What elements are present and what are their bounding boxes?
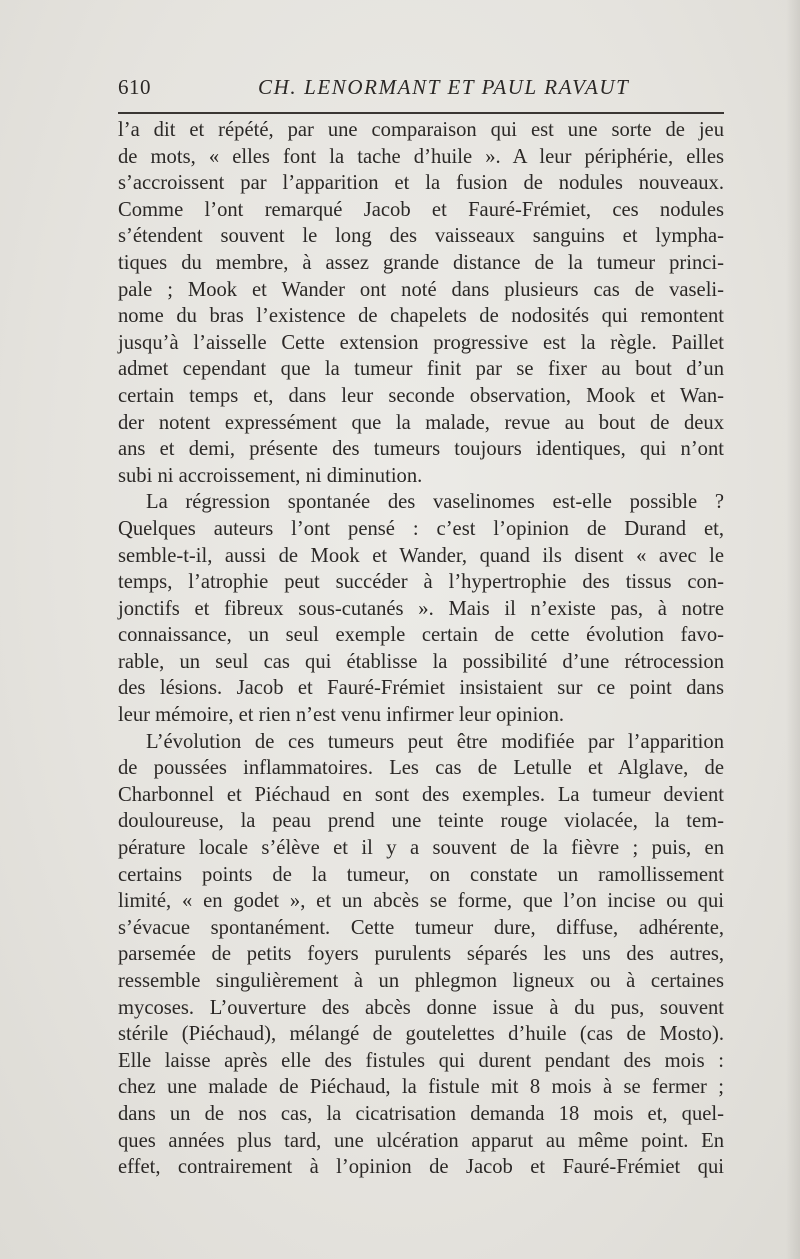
text-line: leur mémoire, et rien n’est venu infirmer leur opinion. [118, 704, 565, 727]
page-edge-shadow [786, 0, 800, 1259]
page-header [118, 72, 724, 102]
text-line: s’étendent souvent le long des vaisseaux sanguins et lympha- [118, 225, 724, 248]
text-line: certains points de la tumeur, on constate un ramollissement [118, 863, 724, 886]
text-line: temps, l’atrophie peut succéder à l’hypertrophie des tissus con- [118, 571, 724, 594]
text-line: pérature locale s’élève et il y a souvent de la fièvre ; puis, en [118, 837, 724, 860]
text-line: des lésions. Jacob et Fauré-Frémiet insistaient sur ce point dans [118, 677, 724, 700]
text-line: l’a dit et répété, par une comparaison qui est une sorte de jeu [118, 119, 724, 141]
text-line: rable, un seul cas qui établisse la possibilité d’une rétrocession [118, 650, 724, 673]
text-line: douloureuse, la peau prend une teinte rouge violacée, la tem- [118, 810, 724, 833]
text-line: nome du bras l’existence de chapelets de nodosités qui remontent [118, 305, 724, 328]
text-line: s’évacue spontanément. Cette tumeur dure, diffuse, adhérente, [118, 916, 724, 939]
text-line: limité, « en godet », et un abcès se forme, que l’on incise ou qui [118, 890, 724, 913]
text-line: Charbonnel et Piéchaud en sont des exemples. La tumeur devient [118, 783, 724, 806]
text-line: pale ; Mook et Wander ont noté dans plusieurs cas de vaseli- [118, 278, 724, 301]
text-line: der notent expressément que la malade, revue au bout de deux [118, 411, 724, 434]
text-line: certain temps et, dans leur seconde observation, Mook et Wan- [118, 384, 724, 407]
running-head: CH. LENORMANT ET PAUL RAVAUT [258, 75, 630, 99]
text-line: chez une malade de Piéchaud, la fistule mit 8 mois à se fermer ; [118, 1076, 724, 1099]
text-line: de mots, « elles font la tache d’huile ». A leur périphérie, elles [118, 145, 724, 168]
text-line: de poussées inflammatoires. Les cas de Letulle et Alglave, de [118, 757, 724, 780]
text-line: effet, contrairement à l’opinion de Jacob et Fauré-Frémiet qui [118, 1156, 724, 1179]
text-line: stérile (Piéchaud), mélangé de goutelettes d’huile (cas de Mosto). [118, 1023, 724, 1046]
text-line: jonctifs et fibreux sous-cutanés ». Mais il n’existe pas, à notre [118, 597, 724, 620]
header-rule [118, 112, 724, 114]
text-line: mycoses. L’ouverture des abcès donne issue à du pus, souvent [118, 996, 724, 1019]
text-line: admet cependant que la tumeur finit par se fixer au bout d’un [118, 358, 724, 381]
text-line: dans un de nos cas, la cicatrisation demanda 18 mois et, quel- [118, 1102, 724, 1125]
text-line: Quelques auteurs l’ont pensé : c’est l’opinion de Durand et, [118, 517, 724, 540]
text-line: parsemée de petits foyers purulents séparés les uns des autres, [118, 943, 724, 966]
text-line: ques années plus tard, une ulcération apparut au même point. En [118, 1129, 724, 1152]
text-line: Elle laisse après elle des fistules qui durent pendant des mois : [118, 1049, 724, 1072]
text-line: Comme l’ont remarqué Jacob et Fauré-Frémiet, ces nodules [118, 198, 724, 221]
text-line: jusqu’à l’aisselle Cette extension progressive est la règle. Paillet [118, 331, 724, 354]
page-number: 610 [118, 75, 151, 99]
text-line: ressemble singulièrement à un phlegmon ligneux ou à certaines [118, 970, 724, 992]
text-line: La régression spontanée des vaselinomes est-elle possible ? [146, 491, 724, 514]
body-text [118, 117, 724, 1181]
text-line: subi ni accroissement, ni diminution. [118, 464, 423, 487]
text-line: ans et demi, présente des tumeurs toujours identiques, qui n’ont [118, 438, 724, 461]
text-line: L’évolution de ces tumeurs peut être modifiée par l’apparition [146, 730, 724, 753]
text-line: s’accroissent par l’apparition et la fusion de nodules nouveaux. [118, 172, 724, 195]
text-line: semble-t-il, aussi de Mook et Wander, quand ils disent « avec le [118, 544, 724, 567]
text-line: tiques du membre, à assez grande distance de la tumeur princi- [118, 251, 724, 274]
text-line: connaissance, un seul exemple certain de cette évolution favo- [118, 624, 724, 647]
